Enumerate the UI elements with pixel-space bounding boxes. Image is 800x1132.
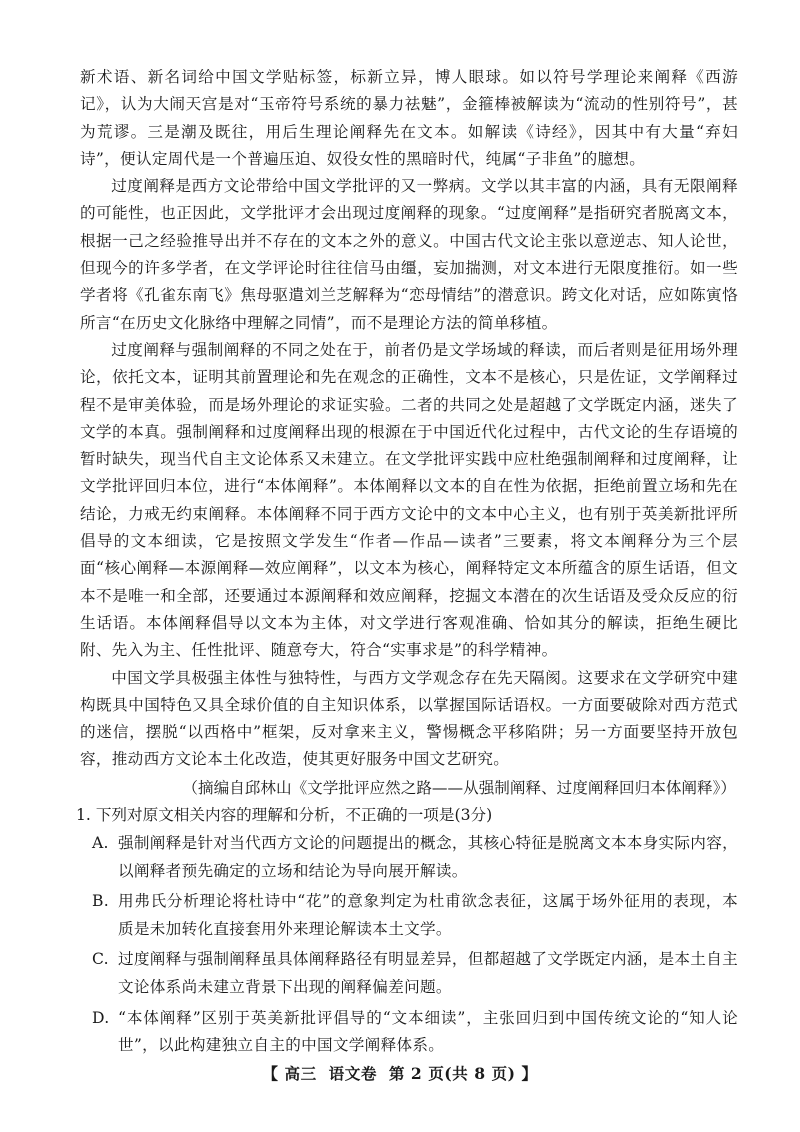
- footer-subject: 语文卷: [328, 1064, 377, 1083]
- option-text: 用弗氏分析理论将杜诗中“花”的意象判定为杜甫欲念表征，这属于场外征用的表现，本质是未加转化直接套用外来理论解读本土文学。: [118, 892, 738, 938]
- option-text: 过度阐释与强制阐释虽具体阐释路径有明显差异，但都超越了文学既定内涵，是本土自主文论体系尚未建立背景下出现的阐释偏差问题。: [118, 950, 738, 996]
- footer-open-bracket: 【: [262, 1064, 279, 1083]
- footer-close-bracket: 】: [521, 1064, 538, 1083]
- footer-grade: 高三: [284, 1064, 317, 1083]
- question-option-a: [80, 830, 738, 885]
- question-option-d: [80, 1005, 738, 1060]
- option-letter: A.: [92, 834, 109, 853]
- option-letter: C.: [92, 950, 109, 969]
- passage-paragraph: 中国文学具极强主体性与独特性，与西方文学观念存在先天隔阂。这要求在文学研究中建构既具中国特色又具全球价值的自主知识体系，以掌握国际话语权。一方面要破除对西方范式的迷信，摆脱“以西格中”框架，反对拿来主义，警惕概念平移陷阱；另一方面要坚持开放包容，推动西方文论本土化改造，使其更好服务中国文艺研究。: [80, 668, 738, 769]
- passage-source: （摘编自邱林山《文学批评应然之路——从强制阐释、过度阐释回归本体阐释》）: [182, 778, 736, 797]
- footer-page-number: 第 2 页(共 8 页): [388, 1064, 516, 1083]
- passage-paragraph-continued: 新术语、新名词给中国文学贴标签，标新立异，博人眼球。如以符号学理论来阐释《西游记》，认为大闹天宫是对“玉帝符号系统的暴力祛魅”，金箍棒被解读为“流动的性别符号”，甚为荒谬。三是潮及既往，用后生理论阐释先在文本。如解读《诗经》，因其中有大量“弃妇诗”，便认定周代是一个普遍压迫、奴役女性的黑暗时代，纯属“子非鱼”的臆想。: [80, 68, 738, 168]
- option-text: 强制阐释是针对当代西方文论的问题提出的概念，其核心特征是脱离文本本身实际内容，以阐释者预先确定的立场和结论为导向展开解读。: [118, 834, 738, 880]
- question-option-c: [80, 946, 738, 1001]
- passage-paragraph: 过度阐释是西方文论带给中国文学批评的又一弊病。文学以其丰富的内涵，具有无限阐释的可能性，也正因此，文学批评才会出现过度阐释的现象。“过度阐释”是指研究者脱离文本，根据一己之经验推导出并不存在的文本之外的意义。中国古代文论主张以意逆志、知人论世，但现今的许多学者，在文学评论时往往信马由缰，妄加揣测，对文本进行无限度推衍。如一些学者将《孔雀东南飞》焦母驱遣刘兰芝解释为“恋母情结”的潜意识。跨文化对话，应如陈寅恪所言“在历史文化脉络中理解之同情”，而不是理论方法的简单移植。: [80, 177, 738, 332]
- passage-paragraph: 过度阐释与强制阐释的不同之处在于，前者仍是文学场域的释读，而后者则是征用场外理论，依托文本，证明其前置理论和先在观念的正确性，文本不是核心，只是佐证，文学阐释过程不是审美体验，而是场外理论的求证实验。二者的共同之处是超越了文学既定内涵，迷失了文学的本真。强制阐释和过度阐释出现的根源在于中国近代化过程中，古代文论的生存语境的暂时缺失，现当代自主文论体系又未建立。在文学批评实践中应杜绝强制阐释和过度阐释，让文学批评回归本位，进行“本体阐释”。本体阐释以文本的自在性为依据，拒绝前置立场和先在结论，力戒无约束阐释。本体阐释不同于西方文论中的文本中心主义，也有别于英美新批评所倡导的文本细读，它是按照文学发生“作者—作品—读者”三要素，将文本阐释分为三个层面“核心阐释—本源阐释—效应阐释”，以文本为核心，阐释特定文本所蕴含的原生话语，但文本不是唯一和全部，还要通过本源阐释和效应阐释，挖掘文本潜在的次生话语及受众反应的衍生话语。本体阐释倡导以文本为主体，对文学进行客观准确、恰如其分的解读，拒绝生硬比附、先入为主、任性批评、随意夸大，符合“实事求是”的科学精神。: [80, 340, 738, 660]
- option-letter: D.: [92, 1008, 110, 1027]
- question-option-b: [80, 888, 738, 943]
- option-text: “本体阐释”区别于英美新批评倡导的“文本细读”，主张回归到中国传统文论的“知人论世”，以此构建独立自主的中国文学阐释体系。: [118, 1008, 738, 1055]
- page-footer: [0, 1062, 800, 1084]
- option-letter: B.: [92, 892, 110, 911]
- question-stem: 1. 下列对原文相关内容的理解和分析，不正确的一项是(3分): [76, 805, 493, 824]
